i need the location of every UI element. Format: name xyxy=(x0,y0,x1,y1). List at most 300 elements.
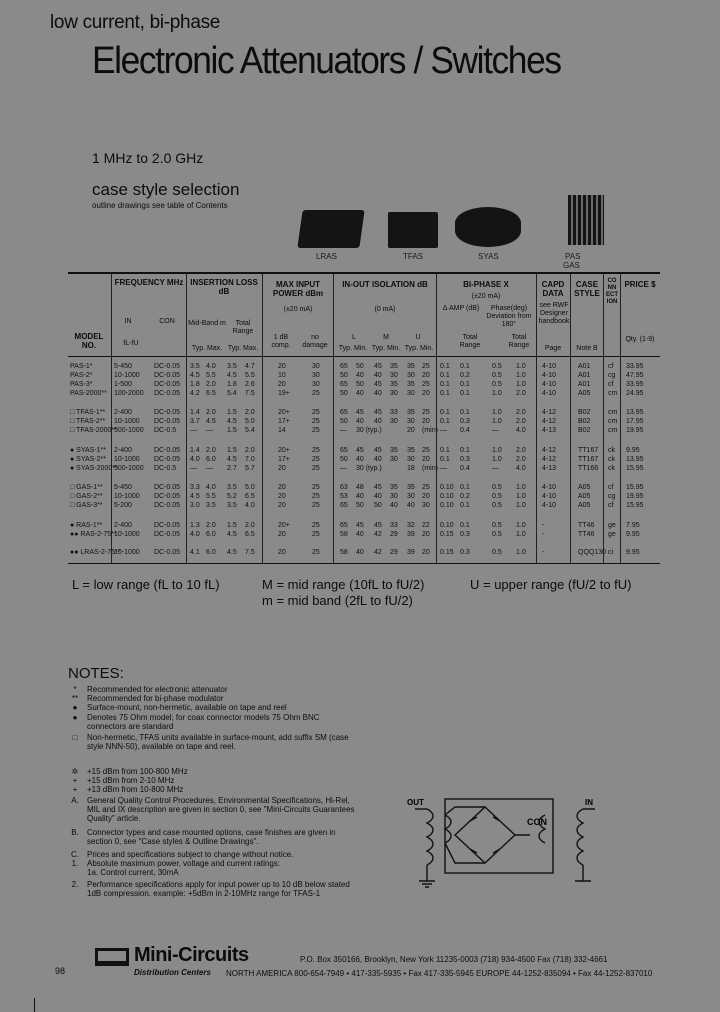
cell-case: TT46 xyxy=(578,522,595,529)
cell-fcon: DC-0.05 xyxy=(154,409,181,416)
cell-fcon: DC-0.05 xyxy=(154,363,181,370)
cell-page: 4-12 xyxy=(542,418,557,425)
cell-p2: 25 xyxy=(312,484,320,491)
note-text: +15 dBm from 2-10 MHz xyxy=(87,776,175,785)
table-bottom-rule xyxy=(68,563,660,564)
cell-case: B02 xyxy=(578,418,591,425)
cell-l-m: 45 xyxy=(356,522,364,529)
cell-model: ● RAS-1** xyxy=(70,522,103,529)
table-row xyxy=(68,501,668,510)
header-typ-min: Typ. Min. xyxy=(404,345,434,352)
cell-a2: 0.4 xyxy=(460,465,470,472)
cell-conn: cm xyxy=(608,409,618,416)
cell-model: PAS-3* xyxy=(70,381,93,388)
cell-case: A05 xyxy=(578,502,591,509)
note-marker: * xyxy=(73,685,77,694)
header-u: U xyxy=(415,334,421,341)
cell-m-m: 30 xyxy=(390,493,398,500)
cell-d2: 1.0 xyxy=(516,502,526,509)
cell-ml-t: 3.7 xyxy=(190,418,200,425)
cell-ml-t: 1.8 xyxy=(190,381,200,388)
note-marker: A. xyxy=(71,796,79,805)
cell-a1: — xyxy=(440,465,447,472)
cell-d1: 0.5 xyxy=(492,531,502,538)
cell-ml-m: — xyxy=(206,427,213,434)
cell-conn: cm xyxy=(608,427,618,434)
cell-u-m: (min) xyxy=(422,465,438,472)
header-capd-sub: see RWF Designer handbook xyxy=(538,302,570,325)
cell-u-m: 20 xyxy=(422,390,430,397)
cell-p2: 25 xyxy=(312,549,320,556)
cell-a2: 0.1 xyxy=(460,484,470,491)
cell-m-t: 45 xyxy=(374,363,382,370)
cell-fcon: DC-0.05 xyxy=(154,381,181,388)
cell-m-m: 30 xyxy=(390,372,398,379)
cell-fcon: DC-0.05 xyxy=(154,502,181,509)
cell-fin: 5-450 xyxy=(114,484,132,491)
diode-bridge xyxy=(455,807,515,863)
header-delta-amp: Δ AMP (dB) xyxy=(442,305,480,312)
note-marker: ** xyxy=(71,694,79,703)
cell-price: 19.95 xyxy=(626,493,644,500)
header-qty: Qty. (1-9) xyxy=(625,336,655,343)
cell-a1: 0.1 xyxy=(440,381,450,388)
cell-l-t: 50 xyxy=(340,390,348,397)
header-max-input: MAX INPUT POWER dBm xyxy=(272,280,324,298)
cell-case: A01 xyxy=(578,372,591,379)
cell-u-t: 30 xyxy=(407,372,415,379)
cell-case: B02 xyxy=(578,427,591,434)
cell-ml-m: 4.0 xyxy=(206,484,216,491)
cell-price: 33.95 xyxy=(626,363,644,370)
cell-m-m: 35 xyxy=(390,363,398,370)
page-number: 98 xyxy=(55,966,66,976)
cell-case: A05 xyxy=(578,493,591,500)
header-typ-min: Typ. Min. xyxy=(371,345,401,352)
cell-conn: cm xyxy=(608,390,618,397)
cell-a2: 0.4 xyxy=(460,427,470,434)
table-row xyxy=(68,371,668,380)
cell-tr-m: 6.5 xyxy=(245,493,255,500)
cell-model: □ GAS-2** xyxy=(70,493,103,500)
cell-fcon: DC-0.05 xyxy=(154,484,181,491)
diode-mark xyxy=(470,817,500,853)
cell-u-m: 25 xyxy=(422,363,430,370)
cell-conn: ck xyxy=(608,456,615,463)
cell-l-m: 40 xyxy=(356,531,364,538)
cell-d2: 1.0 xyxy=(516,531,526,538)
cell-u-m: 20 xyxy=(422,456,430,463)
cell-conn: ge xyxy=(608,522,616,529)
cell-p2: 25 xyxy=(312,409,320,416)
cell-l-m: 40 xyxy=(356,390,364,397)
package-gas-label: GAS xyxy=(563,261,580,270)
cell-ml-t: — xyxy=(190,427,197,434)
cell-page: 4-10 xyxy=(542,502,557,509)
cell-fcon: DC-0.05 xyxy=(154,531,181,538)
cell-fin: 5-450 xyxy=(114,363,132,370)
note-marker: + xyxy=(72,776,78,785)
table-row xyxy=(68,521,668,530)
cell-a1: 0.1 xyxy=(440,409,450,416)
cell-tr-t: 2.7 xyxy=(227,465,237,472)
note-marker: □ xyxy=(72,733,78,742)
header-total-range: Total Range xyxy=(232,320,254,335)
cell-tr-t: 1.8 xyxy=(227,381,237,388)
cell-tr-m: 7.0 xyxy=(245,456,255,463)
note-text: Recommended for bi-phase modulator xyxy=(87,694,224,703)
inner-coil-left xyxy=(445,815,451,843)
cell-a2: 0.3 xyxy=(460,549,470,556)
cell-fcon: DC-0.05 xyxy=(154,390,181,397)
cell-ml-t: 4.5 xyxy=(190,493,200,500)
cell-a2: 0.1 xyxy=(460,409,470,416)
cell-m-t: 45 xyxy=(374,447,382,454)
cell-p2: 25 xyxy=(312,493,320,500)
cell-u-m: 22 xyxy=(422,522,430,529)
cell-l-m: 50 xyxy=(356,363,364,370)
cell-l-t: 50 xyxy=(340,456,348,463)
cell-u-m: 30 xyxy=(422,502,430,509)
cell-l-m: 48 xyxy=(356,484,364,491)
note-text: +15 dBm from 100-800 MHz xyxy=(87,767,188,776)
cell-l-t: 58 xyxy=(340,531,348,538)
cell-page: - xyxy=(542,549,545,556)
legend-low-range: L = low range (fL to 10 fL) xyxy=(72,577,220,592)
cell-l-m: 50 xyxy=(356,502,364,509)
cell-l-m: 30 (typ.) xyxy=(356,427,382,434)
cell-a1: 0.1 xyxy=(440,390,450,397)
cell-l-m: 50 xyxy=(356,381,364,388)
header-case: CASE STYLE xyxy=(574,280,600,298)
cell-page: 4-13 xyxy=(542,465,557,472)
package-lras-label: LRAS xyxy=(316,252,337,261)
cell-u-t: 18 xyxy=(407,465,415,472)
cell-d2: 4.0 xyxy=(516,465,526,472)
cell-tr-t: 5.4 xyxy=(227,390,237,397)
cell-p1: 14 xyxy=(278,427,286,434)
legend-mid-range: M = mid range (10fL to fU/2) xyxy=(262,577,425,592)
cell-case: TT167 xyxy=(578,447,599,454)
cell-u-t: 35 xyxy=(407,447,415,454)
cell-ml-m: 5.5 xyxy=(206,493,216,500)
cell-p1: 19+ xyxy=(278,390,290,397)
cell-conn: ci xyxy=(608,549,614,556)
header-freq-sub: fL-fU xyxy=(123,340,139,347)
cell-ml-t: 3.5 xyxy=(190,363,200,370)
schematic-frame xyxy=(445,799,553,873)
cell-ml-t: 3.3 xyxy=(190,484,200,491)
cell-p1: 20+ xyxy=(278,447,290,454)
cell-d2: 1.0 xyxy=(516,363,526,370)
header-typ-max: Typ. Max. xyxy=(227,345,259,352)
cell-ml-t: 3.0 xyxy=(190,502,200,509)
header-typ-max: Typ. Max. xyxy=(191,345,223,352)
cell-u-t: 30 xyxy=(407,390,415,397)
cell-l-m: 30 (typ.) xyxy=(356,465,382,472)
cell-tr-t: 3.5 xyxy=(227,502,237,509)
cell-page: 4-12 xyxy=(542,409,557,416)
header-biphase: BI-PHASE X xyxy=(463,280,509,289)
cell-d1: 0.5 xyxy=(492,493,502,500)
cell-l-m: 40 xyxy=(356,418,364,425)
cell-p1: 17+ xyxy=(278,456,290,463)
distribution-centers: Distribution Centers xyxy=(134,968,211,977)
header-l: L xyxy=(352,334,356,341)
header-insertion-loss: INSERTION LOSS dB xyxy=(190,278,258,296)
cell-tr-t: 1.5 xyxy=(227,409,237,416)
header-freq-in: IN xyxy=(124,318,132,325)
cell-m-m: 30 xyxy=(390,456,398,463)
cell-m-t: 50 xyxy=(374,502,382,509)
cell-p2: 25 xyxy=(312,502,320,509)
cell-case: TT167 xyxy=(578,456,599,463)
cell-fin: 2-400 xyxy=(114,522,132,529)
cell-p1: 20 xyxy=(278,531,286,538)
cell-u-m: 20 xyxy=(422,372,430,379)
cell-ml-m: 4.0 xyxy=(206,363,216,370)
cell-ml-m: 6.0 xyxy=(206,531,216,538)
input-transformer-coil xyxy=(577,809,583,865)
cell-price: 33.95 xyxy=(626,381,644,388)
cell-a1: 0.1 xyxy=(440,363,450,370)
cell-a1: 0.15 xyxy=(440,531,454,538)
header-typ-min: Typ. Min. xyxy=(338,345,368,352)
note-text: Performance specifications apply for input power up to 10 dB below stated 1dB compression. example: +5dBm in 2-10MHz range for TFAS-1 xyxy=(87,880,350,898)
note-marker: ● xyxy=(72,703,78,712)
cell-l-m: 40 xyxy=(356,549,364,556)
cell-a1: 0.15 xyxy=(440,549,454,556)
cell-fin: 10-1000 xyxy=(114,531,140,538)
cell-conn: cg xyxy=(608,493,616,500)
cell-tr-m: 7.5 xyxy=(245,390,255,397)
cell-fin: 2-400 xyxy=(114,447,132,454)
cell-tr-m: 5.0 xyxy=(245,484,255,491)
cell-price: 19.95 xyxy=(626,427,644,434)
cell-u-m: 20 xyxy=(422,418,430,425)
cell-conn: cf xyxy=(608,502,614,509)
cell-a2: 0.3 xyxy=(460,531,470,538)
cell-a1: 0.1 xyxy=(440,447,450,454)
cell-tr-m: 2.0 xyxy=(245,447,255,454)
cell-case: TT166 xyxy=(578,465,599,472)
cell-ml-m: 6.0 xyxy=(206,549,216,556)
cell-p1: 17+ xyxy=(278,418,290,425)
cell-d2: 1.0 xyxy=(516,522,526,529)
cell-m-m: 35 xyxy=(390,447,398,454)
cell-conn: cf xyxy=(608,484,614,491)
cell-a1: 0.10 xyxy=(440,493,454,500)
cell-fin: 10-1000 xyxy=(114,418,140,425)
cell-fin: 2-400 xyxy=(114,409,132,416)
cell-ml-t: 1.3 xyxy=(190,522,200,529)
cell-l-t: 53 xyxy=(340,493,348,500)
cell-p2: 25 xyxy=(312,465,320,472)
table-row xyxy=(68,464,668,473)
note-marker: ✲ xyxy=(71,767,79,776)
cell-m-m: 29 xyxy=(390,549,398,556)
cell-p1: 20 xyxy=(278,465,286,472)
note-text: Connector types and case mounted options, case finishes are given in section 0, see "Case styles & Outline Drawings". xyxy=(87,828,336,846)
cell-d2: 2.0 xyxy=(516,418,526,425)
cell-conn: ck xyxy=(608,447,615,454)
cell-l-m: 45 xyxy=(356,447,364,454)
header-no-damage: no damage xyxy=(302,334,328,349)
cell-ml-m: — xyxy=(206,465,213,472)
header-phase-deviation: Phase(deg) Deviation from 180° xyxy=(486,305,532,328)
cell-model: PAS-1* xyxy=(70,363,93,370)
cell-l-m: 40 xyxy=(356,456,364,463)
cell-price: 9.95 xyxy=(626,447,640,454)
cell-page: 4-10 xyxy=(542,484,557,491)
cell-page: 4-10 xyxy=(542,390,557,397)
cell-p2: 25 xyxy=(312,531,320,538)
cell-d1: 1.0 xyxy=(492,418,502,425)
subtitle: low current, bi-phase xyxy=(50,12,221,33)
cell-tr-m: 5.4 xyxy=(245,427,255,434)
cell-case: QQQ130 xyxy=(578,549,607,556)
cell-ml-m: 6.0 xyxy=(206,456,216,463)
cell-d1: 0.5 xyxy=(492,549,502,556)
note-text: Surface-mount, non-hermetic, available on tape and reel xyxy=(87,703,287,712)
cell-p2: 25 xyxy=(312,427,320,434)
cell-d2: 1.0 xyxy=(516,484,526,491)
cell-m-t: 45 xyxy=(374,381,382,388)
package-syas-label: SYAS xyxy=(478,252,499,261)
cell-a2: 0.3 xyxy=(460,456,470,463)
cell-fin: 500-1000 xyxy=(114,465,144,472)
cell-fin: 10-1000 xyxy=(114,456,140,463)
note-text: +13 dBm from 10-800 MHz xyxy=(87,785,184,794)
table-row xyxy=(68,380,668,389)
cell-m-m: 35 xyxy=(390,381,398,388)
cell-fcon: DC-0.5 xyxy=(154,427,177,434)
cell-u-m: (min) xyxy=(422,427,438,434)
cell-tr-m: 2.0 xyxy=(245,409,255,416)
note-text: 1a. Control current, 30mA xyxy=(87,868,179,877)
cell-p1: 20 xyxy=(278,493,286,500)
cell-ml-t: 4.1 xyxy=(190,549,200,556)
cell-tr-m: 5.0 xyxy=(245,418,255,425)
cell-d1: 0.5 xyxy=(492,522,502,529)
cell-conn: cf xyxy=(608,381,614,388)
cell-tr-t: 4.5 xyxy=(227,456,237,463)
cell-p2: 30 xyxy=(312,381,320,388)
cell-fin: 100-2000 xyxy=(114,390,144,397)
cell-d2: 1.0 xyxy=(516,549,526,556)
cell-fin: 5-200 xyxy=(114,502,132,509)
cell-a2: 0.1 xyxy=(460,363,470,370)
cell-case: A05 xyxy=(578,484,591,491)
table-row xyxy=(68,530,668,539)
cell-p2: 25 xyxy=(312,418,320,425)
table-row xyxy=(68,492,668,501)
cell-ml-t: 4.5 xyxy=(190,372,200,379)
cell-fcon: DC-0.5 xyxy=(154,465,177,472)
cell-tr-m: 4.0 xyxy=(245,502,255,509)
legend-mid-band: m = mid band (2fL to fU/2) xyxy=(262,593,413,608)
cell-page: - xyxy=(542,522,545,529)
logo-text: Mini-Circuits xyxy=(134,944,249,966)
cell-price: 15.95 xyxy=(626,502,644,509)
cell-l-t: 65 xyxy=(340,522,348,529)
cell-price: 13.95 xyxy=(626,456,644,463)
cell-price: 24.95 xyxy=(626,390,644,397)
cell-case: TT46 xyxy=(578,531,595,538)
cell-p1: 20+ xyxy=(278,409,290,416)
cell-ml-m: 2.0 xyxy=(206,447,216,454)
cell-u-t: 35 xyxy=(407,484,415,491)
cell-a1: 0.1 xyxy=(440,418,450,425)
package-tfas-label: TFAS xyxy=(403,252,424,261)
trim-mark xyxy=(34,998,35,1012)
cell-m-m: 33 xyxy=(390,409,398,416)
cell-d2: 1.0 xyxy=(516,493,526,500)
ground-wire xyxy=(419,865,435,887)
cell-p2: 30 xyxy=(312,363,320,370)
cell-u-m: 25 xyxy=(422,447,430,454)
legend-upper-range: U = upper range (fU/2 to fU) xyxy=(470,577,632,592)
cell-model: □ GAS-3** xyxy=(70,502,103,509)
header-connection: CONNECTION xyxy=(606,278,618,305)
cell-a2: 0.1 xyxy=(460,381,470,388)
cell-ml-t: 1.4 xyxy=(190,409,200,416)
cell-l-t: 63 xyxy=(340,484,348,491)
cell-m-m: 30 xyxy=(390,390,398,397)
cell-price: 17.95 xyxy=(626,418,644,425)
cell-a1: 0.1 xyxy=(440,372,450,379)
cell-a1: 0.10 xyxy=(440,484,454,491)
cell-p2: 25 xyxy=(312,447,320,454)
cell-price: 47.95 xyxy=(626,372,644,379)
cell-tr-t: 4.5 xyxy=(227,418,237,425)
header-note-b: Note B xyxy=(576,345,598,352)
table-row xyxy=(68,548,668,557)
cell-ml-m: 2.0 xyxy=(206,381,216,388)
cell-d2: 2.0 xyxy=(516,447,526,454)
cell-p2: 25 xyxy=(312,456,320,463)
cell-p1: 20 xyxy=(278,363,286,370)
header-capd: CAPD DATA xyxy=(541,280,565,298)
cell-a1: — xyxy=(440,427,447,434)
cell-conn: ck xyxy=(608,465,615,472)
cell-fcon: DC-0.05 xyxy=(154,372,181,379)
cell-p2: 25 xyxy=(312,522,320,529)
cell-d1: 1.0 xyxy=(492,390,502,397)
cell-p2: 30 xyxy=(312,372,320,379)
cell-u-t: 30 xyxy=(407,456,415,463)
cell-tr-m: 5.5 xyxy=(245,372,255,379)
address-line-1: P.O. Box 350166, Brooklyn, New York 11235-0003 (718) 934-4500 Fax (718) 332-4661 xyxy=(300,955,608,964)
cell-l-t: — xyxy=(340,465,347,472)
note-marker: B. xyxy=(71,828,79,837)
cell-model: ●● RAS-2-75** xyxy=(70,531,117,538)
package-pas-image xyxy=(568,195,604,245)
cell-p1: 20 xyxy=(278,381,286,388)
cell-m-m: 29 xyxy=(390,531,398,538)
cell-l-t: 50 xyxy=(340,418,348,425)
cell-model: □ TFAS-1** xyxy=(70,409,106,416)
circuit-schematic xyxy=(405,795,605,895)
cell-fin: 500-1000 xyxy=(114,427,144,434)
cell-d1: 0.5 xyxy=(492,372,502,379)
cell-m-t: 45 xyxy=(374,409,382,416)
cell-tr-m: 5.7 xyxy=(245,465,255,472)
table-row xyxy=(68,483,668,492)
table-row xyxy=(68,455,668,464)
cell-l-t: 65 xyxy=(340,381,348,388)
cell-u-t: 39 xyxy=(407,549,415,556)
